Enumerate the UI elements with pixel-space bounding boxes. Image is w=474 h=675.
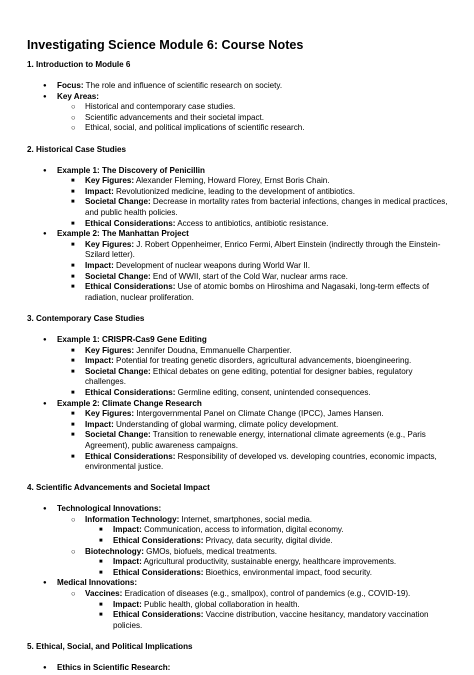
section-5-list [27,663,455,674]
list-item: ■ Impact: Agricultural productivity, sustainable energy, healthcare improvements. [27,557,455,568]
list-item: ● Technological Innovations: [27,504,455,515]
list-item: ■ Ethical Considerations: Bioethics, environmental impact, food security. [27,568,455,579]
square-bullet-icon [71,197,81,209]
list-item: ● Example 2: The Manhattan Project [27,229,455,240]
list-item: ○ Information Technology: Internet, smartphones, social media. [27,515,455,526]
square-bullet-icon [71,367,81,379]
section-heading-4: 4. Scientific Advancements and Societal Impact [27,483,210,493]
circle-bullet-icon [71,102,81,113]
list-item: ■ Key Figures: Jennifer Doudna, Emmanuelle Charpentier. [27,346,455,357]
square-bullet-icon [99,610,109,622]
list-item: ○ Scientific advancements and their societal impact. [27,113,455,124]
section-heading-5: 5. Ethical, Social, and Political Implications [27,641,193,651]
list-item: ■ Key Figures: Intergovernmental Panel on Climate Change (IPCC), James Hansen. [27,409,455,420]
list-item: ● Example 2: Climate Change Research [27,399,455,410]
square-bullet-icon [71,452,81,464]
circle-bullet-icon [71,515,81,526]
list-item: ● Focus: The role and influence of scientific research on society. [27,81,455,92]
circle-bullet-icon [71,547,81,558]
list-item: ■ Impact: Understanding of global warming, climate policy development. [27,420,455,431]
list-item: ● Example 1: The Discovery of Penicillin [27,166,455,177]
list-item: ● Medical Innovations: [27,578,455,589]
list-item: ■ Ethical Considerations: Germline editing, consent, unintended consequences. [27,388,455,399]
section-heading-2: 2. Historical Case Studies [27,144,126,154]
square-bullet-icon [71,240,81,252]
list-item: ○ Vaccines: Eradication of diseases (e.g., smallpox), control of pandemics (e.g., COVID-19). [27,589,455,600]
circle-bullet-icon [71,113,81,124]
list-item: ■ Ethical Considerations: Use of atomic bombs on Hiroshima and Nagasaki, long-term effects of radiation, nuclear proliferation. [27,282,455,303]
square-bullet-icon [71,430,81,442]
list-item: ■ Societal Change: Ethical debates on gene editing, potential for designer babies, regulatory challenges. [27,367,455,388]
list-item: ■ Ethical Considerations: Access to antibiotics, antibiotic resistance. [27,219,455,230]
section-3-list [27,335,455,473]
document-title: Investigating Science Module 6: Course Notes [27,38,304,52]
list-item: ■ Impact: Revolutionized medicine, leading to the development of antibiotics. [27,187,455,198]
list-item: ■ Impact: Potential for treating genetic disorders, agricultural advancements, bioengineering. [27,356,455,367]
square-bullet-icon [71,282,81,294]
list-item: ■ Societal Change: End of WWII, start of the Cold War, nuclear arms race. [27,272,455,283]
section-1-list [27,81,455,134]
list-item: ○ Historical and contemporary case studies. [27,102,455,113]
list-item: ● Example 1: CRISPR-Cas9 Gene Editing [27,335,455,346]
list-item: ■ Impact: Public health, global collaboration in health. [27,600,455,611]
list-item: ● Key Areas: [27,92,455,103]
section-2-list [27,166,455,304]
list-item: ■ Societal Change: Transition to renewable energy, international climate agreements (e.g., Paris Agreement), public awareness campaigns. [27,430,455,451]
document-body [27,60,455,674]
list-item: ■ Ethical Considerations: Vaccine distribution, vaccine hesitancy, mandatory vaccination policies. [27,610,455,631]
list-item: ■ Ethical Considerations: Responsibility of developed vs. developing countries, economic impacts, environmental justice. [27,452,455,473]
section-4-list [27,504,455,631]
circle-bullet-icon [71,589,81,600]
list-item: ■ Key Figures: J. Robert Oppenheimer, Enrico Fermi, Albert Einstein (indirectly through the Einstein-Szilard letter). [27,240,455,261]
list-item: ○ Biotechnology: GMOs, biofuels, medical treatments. [27,547,455,558]
list-item: ■ Societal Change: Decrease in mortality rates from bacterial infections, changes in medical practices, and public health policies. [27,197,455,218]
section-heading-3: 3. Contemporary Case Studies [27,313,145,323]
list-item: ■ Impact: Communication, access to information, digital economy. [27,525,455,536]
circle-bullet-icon [71,123,81,134]
list-item: ■ Key Figures: Alexander Fleming, Howard Florey, Ernst Boris Chain. [27,176,455,187]
section-heading-1: 1. Introduction to Module 6 [27,60,131,69]
list-item: ■ Ethical Considerations: Privacy, data security, digital divide. [27,536,455,547]
list-item: ○ Ethical, social, and political implications of scientific research. [27,123,455,134]
list-item: ● Ethics in Scientific Research: [27,663,455,674]
list-item: ■ Impact: Development of nuclear weapons during World War II. [27,261,455,272]
